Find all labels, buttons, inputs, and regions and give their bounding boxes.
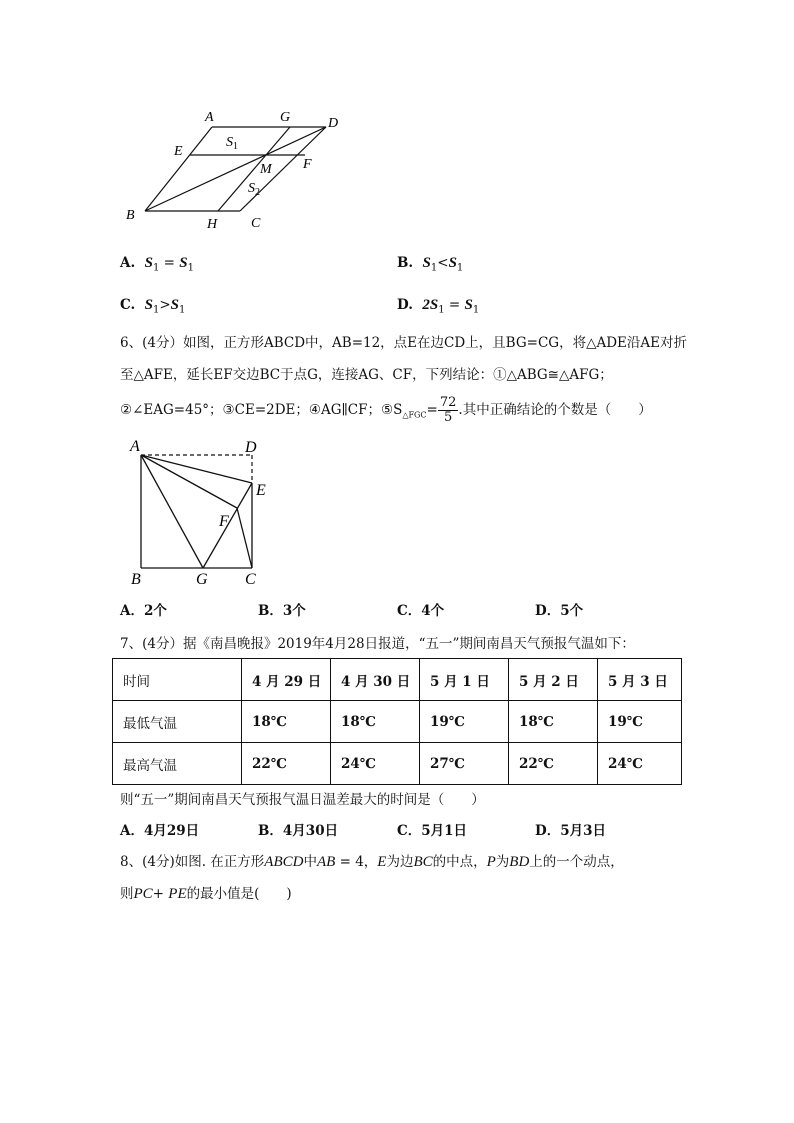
table-row [113, 701, 682, 743]
table-header-row [113, 659, 682, 701]
table-cell: 18℃ [242, 701, 331, 743]
table-cell: 4 月 30 日 [331, 659, 420, 701]
q7-question: 则“五一”期间南昌天气预报气温日温差最大的时间是（ ） [120, 792, 485, 808]
q7-temperature-table [112, 658, 682, 785]
q6-label-F: F [219, 513, 229, 530]
q6-label-B: B [131, 571, 141, 588]
table-cell: 5 月 1 日 [420, 659, 509, 701]
q5-label-S1: $S_1$ [226, 135, 238, 152]
table-cell: 24℃ [331, 743, 420, 785]
q7-option-d[interactable]: D．5月3日 [535, 823, 606, 839]
q7-option-b[interactable]: B．4月30日 [258, 823, 339, 839]
table-cell: 最高气温 [113, 743, 242, 785]
q6-fraction: $\frac{72}{5}$ [439, 395, 457, 425]
q7-stem: 7、(4分）据《南昌晚报》2019年4月28日报道，“五一”期间南昌天气预报气温如下： [120, 636, 635, 652]
q6-option-a[interactable]: A．2个 [120, 603, 167, 619]
q5-label-B: B [126, 208, 135, 223]
table-cell: 24℃ [598, 743, 682, 785]
table-cell: 19℃ [420, 701, 509, 743]
q6-label-A: A [130, 438, 140, 455]
q6-label-G: G [196, 571, 208, 588]
q6-stem-line1: 6、(4分）如图，正方形ABCD中，AB=12，点E在边CD上，且BG=CG，将△ADE沿AE对折 [120, 335, 687, 351]
q5-label-G: G [280, 110, 291, 125]
q6-option-d[interactable]: D．5个 [535, 603, 584, 619]
q5-label-F: F [303, 157, 312, 172]
q6-label-E: E [256, 482, 266, 499]
q5-label-D: D [328, 116, 339, 131]
table-cell: 5 月 3 日 [598, 659, 682, 701]
q6-square-figure [120, 432, 280, 592]
q6-label-C: C [245, 571, 256, 588]
table-cell: 4 月 29 日 [242, 659, 331, 701]
table-cell: 27℃ [420, 743, 509, 785]
q5-parallelogram-figure [110, 100, 360, 235]
q5-label-C: C [251, 216, 261, 231]
table-cell: 时间 [113, 659, 242, 701]
q5-option-a[interactable]: A. $S_1 = S_1$ [120, 255, 194, 274]
q8-stem-line1: 8、(4分)如图. 在正方形ABCD中AB = 4，E为边BC的中点，P为BD上的一个动点， [120, 854, 624, 870]
q6-label-D: D [245, 439, 257, 456]
q8-stem-line2: 则PC+ PE的最小值是( ) [120, 886, 292, 902]
q6-stem-line2: 至△AFE，延长EF交边BC于点G，连接AG、CF，下列结论：①△ABG≅△AFG； [120, 367, 613, 383]
table-cell: 18℃ [509, 701, 598, 743]
q5-label-S2: $S_2$ [248, 181, 260, 198]
q5-option-d[interactable]: D. $2S_1 = S_1$ [397, 297, 480, 316]
table-row [113, 743, 682, 785]
q5-label-A: A [205, 110, 214, 125]
table-cell: 5 月 2 日 [509, 659, 598, 701]
q5-label-E: E [174, 144, 183, 159]
q6-option-c[interactable]: C．4个 [397, 603, 445, 619]
table-cell: 19℃ [598, 701, 682, 743]
table-cell: 18℃ [331, 701, 420, 743]
q6-option-b[interactable]: B．3个 [258, 603, 306, 619]
table-cell: 22℃ [509, 743, 598, 785]
q5-option-b[interactable]: B. $S_1<S_1$ [397, 255, 464, 274]
q6-stem-line3: ②∠EAG=45°；③CE=2DE；④AG∥CF；$⑤S_{\triangle FGC}=$ $\frac{72}{5}$ .其中正确结论的个数是（ ） [120, 395, 652, 425]
q5-option-c[interactable]: C. $S_1>S_1$ [120, 297, 186, 316]
table-cell: 22℃ [242, 743, 331, 785]
q5-label-M: M [260, 162, 272, 177]
table-cell: 最低气温 [113, 701, 242, 743]
q7-option-c[interactable]: C．5月1日 [397, 823, 468, 839]
q7-option-a[interactable]: A．4月29日 [120, 823, 200, 839]
q5-label-H: H [207, 217, 218, 232]
